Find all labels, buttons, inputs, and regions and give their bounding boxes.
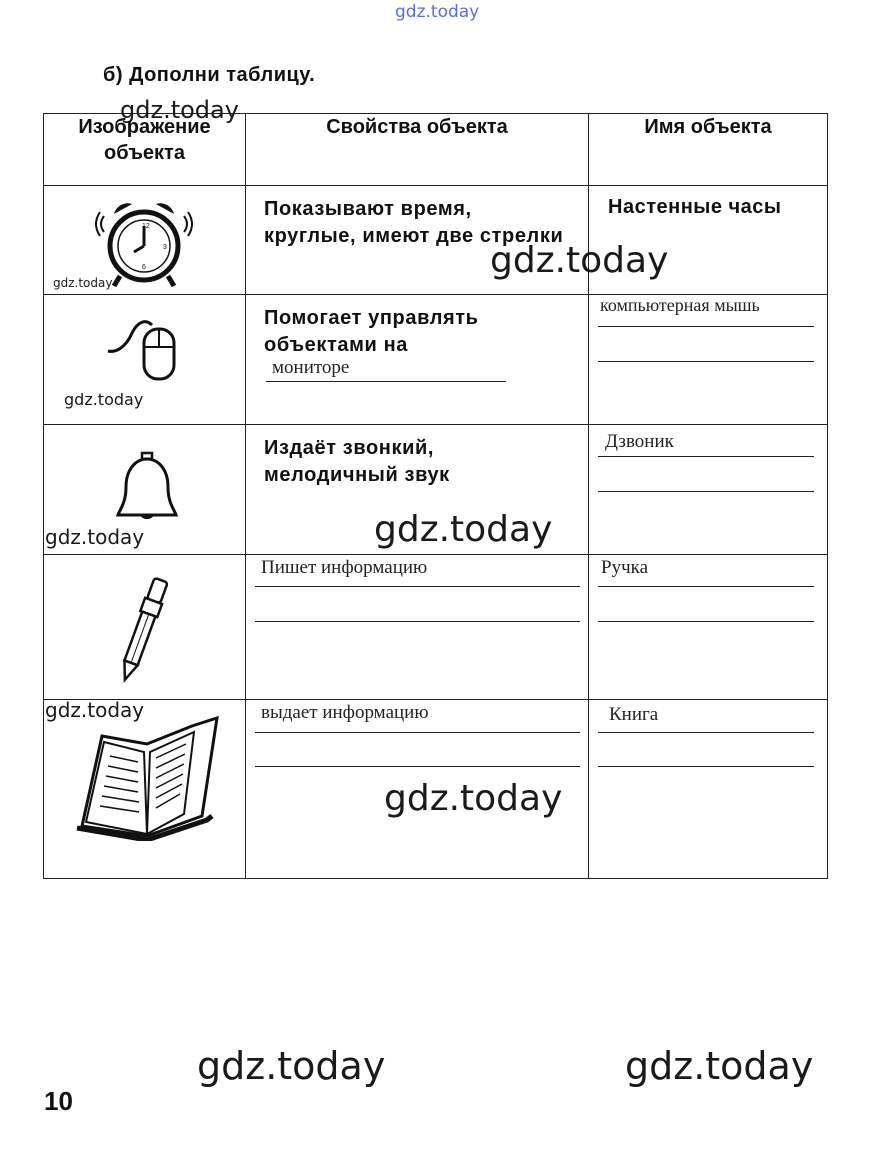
table-header-row [44,114,828,186]
answer-line [255,621,580,622]
page-number: 10 [44,1086,73,1116]
answer-line [598,766,814,767]
column-header-properties: Свойства объекта [246,114,589,186]
watermark: gdz.today [120,96,239,124]
properties-text: Издаёт звонкий, мелодичный звук [264,437,450,486]
name-cell [589,700,828,879]
answer-line [598,361,814,362]
image-cell [44,425,246,555]
answer-line [598,491,814,492]
answer-line [255,732,580,733]
answer-line [598,732,814,733]
watermark: gdz.today [64,390,144,409]
watermark: gdz.today [53,276,113,290]
alarm-clock-icon [94,194,194,289]
answer-line [598,586,814,587]
answer-line [598,456,814,457]
properties-cell [246,700,589,879]
table-row [44,295,828,425]
answer-line [266,381,506,382]
image-cell [44,186,246,295]
book-icon [72,716,222,841]
object-name: компьютерная мышь [600,295,760,315]
column-header-image: Изображение объекта [44,114,246,186]
table-row [44,700,828,879]
object-name: Дзвоник [605,431,674,452]
watermark: gdz.today [384,778,563,819]
watermark: gdz.today [374,509,553,550]
pen-icon [108,573,178,688]
table-row [44,186,828,295]
svg-text:12: 12 [142,223,150,230]
properties-handwritten: мониторе [272,357,350,378]
computer-mouse-icon [106,313,186,383]
svg-text:6: 6 [142,264,146,271]
answer-line [255,586,580,587]
svg-text:3: 3 [163,244,167,251]
answer-line [598,621,814,622]
image-cell [44,295,246,425]
properties-handwritten: выдает информацию [261,702,429,723]
name-cell [589,425,828,555]
table-row [44,555,828,700]
object-name: Настенные часы [608,196,782,218]
properties-text: Показывают время, круглые, имеют две стрелки [264,198,564,247]
table-row [44,425,828,555]
watermark: gdz.today [45,698,145,722]
properties-text: Помогает управлять объектами на [264,307,479,356]
watermark: gdz.today [625,1044,814,1088]
object-name: Ручка [601,557,648,578]
name-cell [589,295,828,425]
objects-table [43,113,828,879]
watermark: gdz.today [490,240,669,281]
image-cell [44,555,246,700]
image-cell [44,700,246,879]
answer-line [598,326,814,327]
bell-icon [112,447,182,527]
properties-cell [246,425,589,555]
properties-handwritten: Пишет информацию [261,557,428,578]
name-cell [589,555,828,700]
task-title: б) Дополни таблицу. [103,64,316,86]
properties-cell [246,555,589,700]
watermark: gdz.today [45,525,145,549]
column-header-name: Имя объекта [589,114,828,186]
watermark: gdz.today [197,1044,386,1088]
properties-cell [246,295,589,425]
object-name: Книга [609,704,659,725]
answer-line [255,766,580,767]
header-watermark: gdz.today [395,2,480,22]
